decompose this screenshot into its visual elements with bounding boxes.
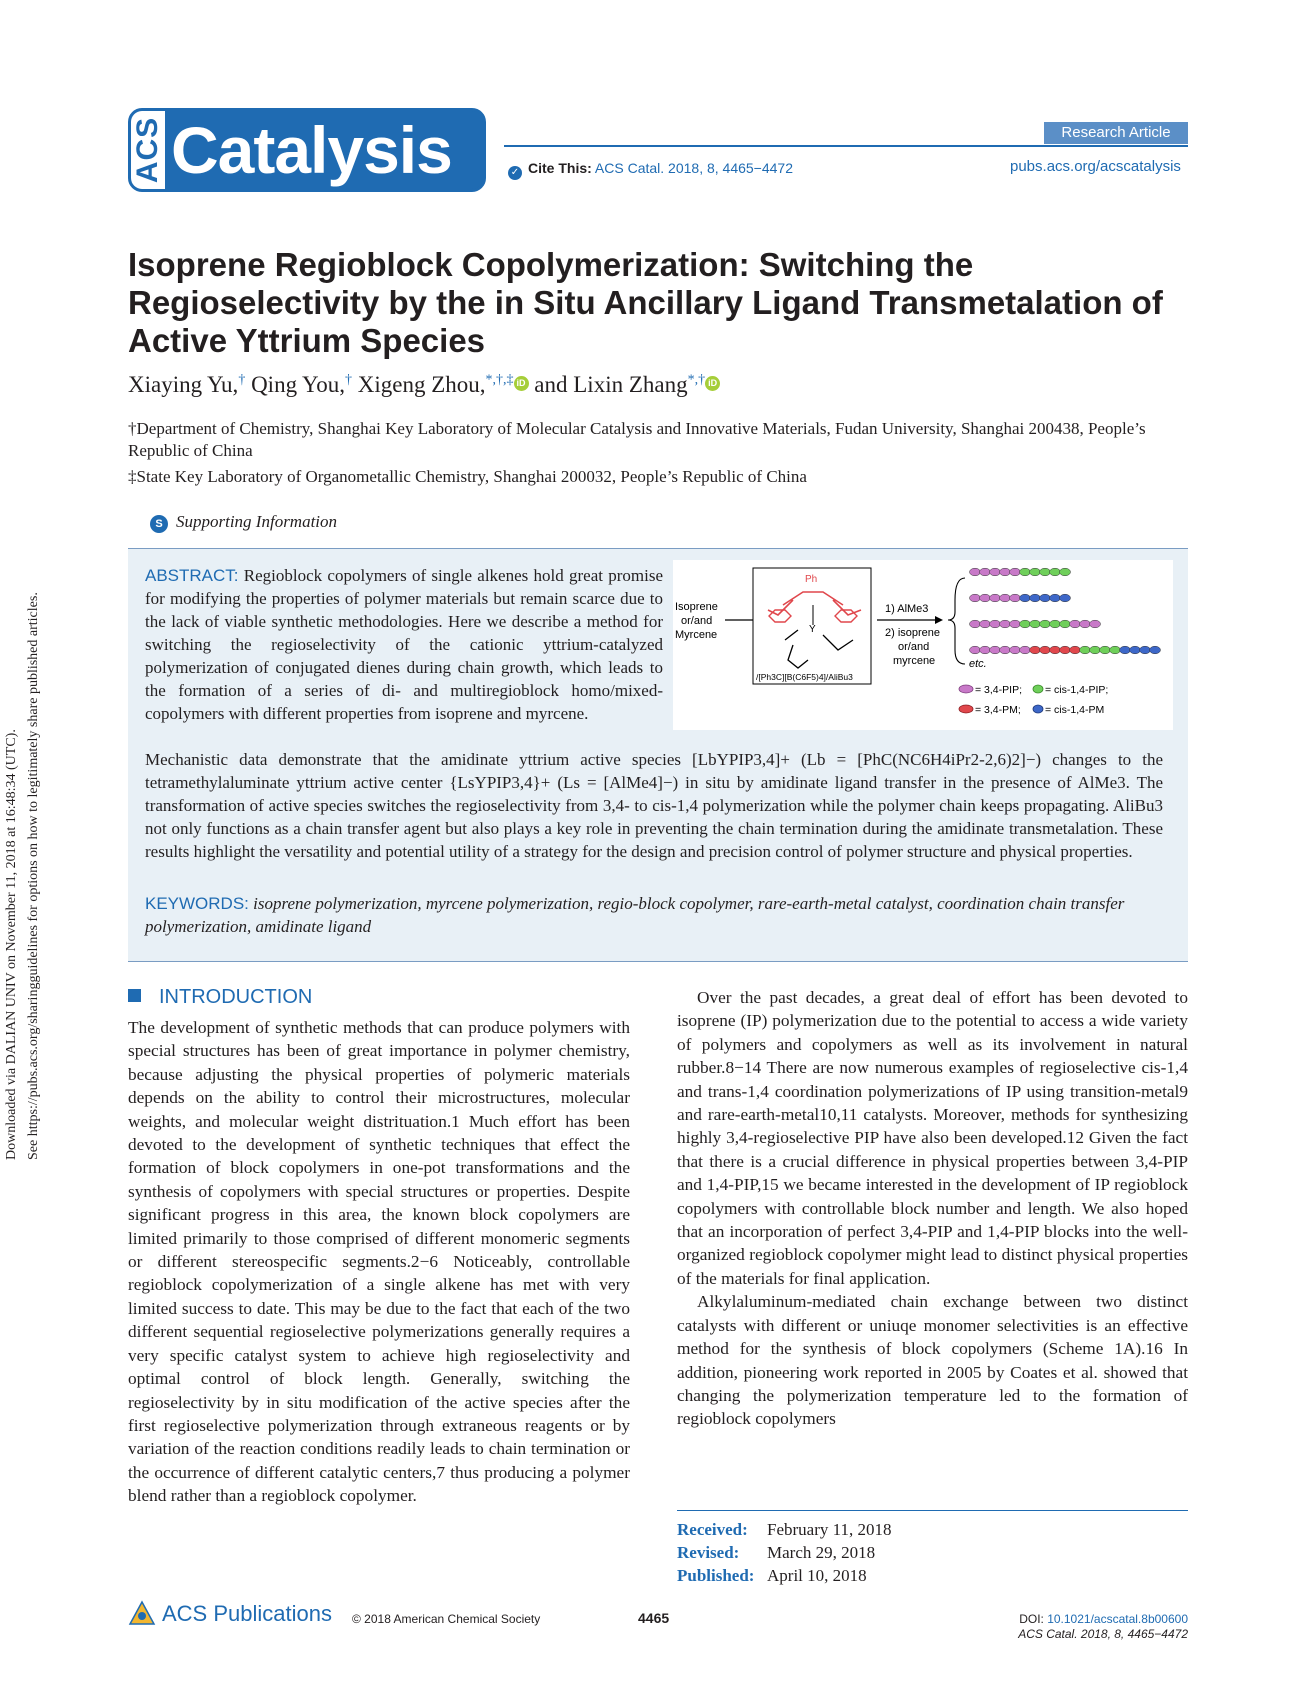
polymer-unit xyxy=(1040,646,1051,654)
polymer-unit xyxy=(1070,646,1081,654)
abstract-text-top: ABSTRACT: Regioblock copolymers of single alkenes hold great promise for modifying the properties of polymer materials but remain scarce due to the lack of viable synthetic methodologies. Here we describe a method for switching the regioselectivity of the cationic yttrium-catalyzed polymerization of conjugated dienes during chain growth, which leads to the formation of a series of di- and multiregioblock homo/mixed-copolymers with different properties from isoprene and myrcene. xyxy=(145,566,664,723)
polymer-unit xyxy=(970,646,981,654)
polymer-unit xyxy=(970,594,981,602)
polymer-unit xyxy=(1060,568,1071,576)
polymer-unit xyxy=(1000,594,1011,602)
logo-catalysis: Catalysis xyxy=(171,113,452,187)
download-notice: Downloaded via DALIAN UNIV on November 11, 2018 at 16:48:34 (UTC). xyxy=(4,729,19,1160)
polymer-unit xyxy=(1080,646,1091,654)
polymer-unit xyxy=(1000,646,1011,654)
polymer-unit xyxy=(980,568,991,576)
polymer-unit xyxy=(1100,646,1111,654)
publication-dates: Received: February 11, 2018 Revised: March 29, 2018 Published: April 10, 2018 xyxy=(677,1520,892,1585)
svg-text:Y: Y xyxy=(809,624,816,635)
svg-text:= cis-1,4-PM: = cis-1,4-PM xyxy=(1045,704,1105,716)
legend-swatch-3-4-pm xyxy=(959,705,973,713)
polymer-unit xyxy=(1150,646,1161,654)
polymer-unit xyxy=(1130,646,1141,654)
polymer-unit xyxy=(1090,646,1101,654)
polymer-unit xyxy=(1070,620,1081,628)
keywords: KEYWORDS: isoprene polymerization, myrcene polymerization, regio-block copolymer, rare-earth-metal catalyst, coordination chain transfer polymerization, amidinate ligand xyxy=(145,894,1125,936)
page-number: 4465 xyxy=(638,1610,670,1626)
polymer-unit xyxy=(1020,568,1031,576)
svg-text:/[Ph3C][B(C6F5)4]/AliBu3: /[Ph3C][B(C6F5)4]/AliBu3 xyxy=(756,672,853,682)
dates-rule xyxy=(677,1510,1188,1511)
affiliation: †Department of Chemistry, Shanghai Key Laboratory of Molecular Catalysis and Innovative Materials, Fudan University, Shanghai 200438, People’s Republic of China xyxy=(128,419,1146,460)
section-square-icon xyxy=(128,989,141,1002)
polymer-unit xyxy=(990,594,1001,602)
polymer-unit xyxy=(1010,568,1021,576)
polymer-unit xyxy=(1000,620,1011,628)
polymer-unit xyxy=(1020,646,1031,654)
polymer-unit xyxy=(1120,646,1131,654)
logo-acs: ACS xyxy=(131,111,165,189)
polymer-unit xyxy=(1040,568,1051,576)
polymer-unit xyxy=(1040,594,1051,602)
svg-text:= 3,4-PM;: = 3,4-PM; xyxy=(975,704,1021,716)
toc-svg xyxy=(673,560,1173,730)
toc-graphic xyxy=(673,560,1173,730)
author-name[interactable]: Xigeng Zhou, xyxy=(357,372,486,397)
abstract-text-bottom: Mechanistic data demonstrate that the amidinate yttrium active species [LbYPIP3,4]+ (Lb = [PhC(NC6H4iPr2-2,6)2]−) changes to the tetramethylaluminate yttrium active center {LsYPIP3,4}+ (Ls = [AlMe4]−) in situ by amidinate ligand transfer in the presence of AlMe3. The transformation of active species switches the regioselectivity from 3,4- to cis-1,4 polymerization while the polymer chain keeps propagating. AliBu3 not only functions as a chain transfer agent but also plays a key role in preventing the chain termination during the amidinate transmetalation. These results highlight the versatility and potential utility of a strategy for the design and precision control of polymer structure and physical properties. xyxy=(145,750,1163,861)
article-title: Isoprene Regioblock Copolymerization: Switching the Regioselectivity by the in Situ Ancillary Ligand Transmetalation of Active Yttrium Species xyxy=(128,246,1163,359)
polymer-unit xyxy=(1030,568,1041,576)
polymer-unit xyxy=(1020,620,1031,628)
copyright: © 2018 American Chemical Society xyxy=(352,1612,541,1626)
polymer-unit xyxy=(1000,568,1011,576)
polymer-chains xyxy=(970,568,1161,654)
polymer-unit xyxy=(1060,620,1071,628)
author-name[interactable]: Xiaying Yu, xyxy=(128,372,239,397)
polymer-unit xyxy=(990,646,1001,654)
svg-text:= 3,4-PIP;: = 3,4-PIP; xyxy=(975,684,1022,696)
doi-block: DOI: 10.1021/acscatal.8b00600 ACS Catal. 2018, 8, 4465−4472 xyxy=(1018,1612,1188,1641)
polymer-unit xyxy=(1040,620,1051,628)
legend-swatch-cis-pm xyxy=(1033,705,1043,713)
polymer-unit xyxy=(1110,646,1121,654)
legend-swatch-cis-pip xyxy=(1033,685,1043,693)
polymer-unit xyxy=(980,646,991,654)
polymer-unit xyxy=(990,620,1001,628)
svg-text:2) isoprene: 2) isoprene xyxy=(885,627,941,639)
polymer-unit xyxy=(1030,620,1041,628)
header-rule xyxy=(504,145,1188,147)
check-icon: ✓ xyxy=(508,166,522,180)
orcid-icon[interactable]: iD xyxy=(705,376,720,391)
orcid-icon[interactable]: iD xyxy=(514,376,529,391)
journal-url[interactable]: pubs.acs.org/acscatalysis xyxy=(1010,158,1181,175)
polymer-unit xyxy=(1010,620,1021,628)
svg-text:etc.: etc. xyxy=(969,658,987,670)
polymer-unit xyxy=(1020,594,1031,602)
affiliation: ‡State Key Laboratory of Organometallic Chemistry, Shanghai 200032, People’s Republic of China xyxy=(128,467,807,486)
polymer-unit xyxy=(980,594,991,602)
polymer-unit xyxy=(1030,594,1041,602)
polymer-unit xyxy=(1030,646,1041,654)
paragraph: The development of synthetic methods that can produce polymers with special structures has been of great importance in polymer chemistry, because adjusting the physical properties of polymeric materials depends on the ability to control their microstructures, molecular weights, and molecular weight distrituation.1 Much effort has been devoted to the development of synthetic techniques that effect the formation of block copolymers in one-pot transformations and the synthesis of copolymers with special structures or properties. Despite significant progress in this area, the known block copolymers are limited primarily to those comprised of different monomeric segments or different stereospecific segments.2−6 Noticeably, controllable regioblock copolymerization of a single alkene has met with very limited success to date. This may be due to the fact that each of the two different sequential regioselective polymerizations generally requires a very specific catalyst system to achieve high regioselectivity and optimal control of block length. Generally, switching the regioselectivity by in situ modification of the active species after the first regioselective polymerization through extraneous reagents or by variation of the reaction conditions readily leads to chain termination or the occurrence of different catalytic centers,7 thus producing a polymer blend rather than a regioblock copolymer. xyxy=(128,1018,630,1506)
svg-text:or/and: or/and xyxy=(898,641,930,653)
author-list: Xiaying Yu,† Qing You,† Xigeng Zhou,*,†,‡ iD and Lixin Zhang*,† iD xyxy=(128,372,720,398)
polymer-unit xyxy=(1050,568,1061,576)
svg-text:myrcene: myrcene xyxy=(893,655,936,667)
doi-link[interactable]: 10.1021/acscatal.8b00600 xyxy=(1047,1612,1188,1626)
svg-text:1) AlMe3: 1) AlMe3 xyxy=(885,603,929,615)
acs-publications-logo[interactable]: ACS Publications xyxy=(128,1600,332,1627)
polymer-unit xyxy=(980,620,991,628)
svg-text:Ph: Ph xyxy=(805,574,818,585)
svg-text:or/and: or/and xyxy=(681,615,713,627)
author-name[interactable]: Qing You, xyxy=(251,372,346,397)
author-name[interactable]: and Lixin Zhang xyxy=(534,372,688,397)
paragraph: Over the past decades, a great deal of effort has been devoted to isoprene (IP) polymerization due to the potential to access a wide variety of polymers and copolymers as well as its involvement in natural rubber.8−14 There are now numerous examples of regioselective cis-1,4 and trans-1,4 coordination polymerizations of IP using transition-metal9 and rare-earth-metal10,11 catalysts. Moreover, methods for synthesizing highly 3,4-regioselective PIP have also been developed.12 Given the fact that there is a crucial difference in physical properties between 3,4-PIP and 1,4-PIP,15 we became interested in the development of IP regioblock copolymers with controllable block number and length. We also hoped that an incorporation of perfect 3,4-PIP and 1,4-PIP blocks into the well-organized regioblock copolymer might lead to distinct physical properties of the materials for final application. xyxy=(677,988,1188,1288)
body-column-right xyxy=(677,986,1188,1431)
polymer-unit xyxy=(1060,646,1071,654)
paragraph: Alkylaluminum-mediated chain exchange between two distinct catalysts with different or uniuqe monomer selectivities is an effective method for the synthesis of block copolymers (Scheme 1A).16 In addition, pioneering work reported in 2005 by Coates et al. showed that changing the polymerization temperature led to the formation of regioblock copolymers xyxy=(677,1292,1188,1429)
svg-text:Myrcene: Myrcene xyxy=(675,629,718,641)
legend-swatch-3-4-pip xyxy=(959,685,973,693)
polymer-unit xyxy=(970,620,981,628)
journal-logo xyxy=(128,108,486,192)
supporting-info-icon: S xyxy=(150,515,168,533)
polymer-unit xyxy=(1050,620,1061,628)
article-type-badge: Research Article xyxy=(1044,122,1188,144)
acs-emblem-icon xyxy=(128,1600,156,1626)
polymer-unit xyxy=(1140,646,1151,654)
polymer-unit xyxy=(970,568,981,576)
abstract-label: ABSTRACT: xyxy=(145,566,239,585)
polymer-unit xyxy=(1080,620,1091,628)
svg-text:= cis-1,4-PIP;: = cis-1,4-PIP; xyxy=(1045,684,1109,696)
cite-link[interactable]: ACS Catal. 2018, 8, 4465−4472 xyxy=(594,160,793,176)
sharing-guidelines-link[interactable]: See https://pubs.acs.org/sharingguidelines for options on how to legitimately share published articles. xyxy=(26,592,41,1160)
section-heading-introduction: INTRODUCTION xyxy=(128,986,312,1009)
cite-line: ✓ Cite This: ACS Catal. 2018, 8, 4465−4472 xyxy=(508,160,793,180)
svg-text:Isoprene: Isoprene xyxy=(675,601,718,613)
body-column-left xyxy=(128,1016,630,1508)
keywords-label: KEYWORDS: xyxy=(145,894,249,913)
polymer-unit xyxy=(1050,646,1061,654)
polymer-unit xyxy=(1090,620,1101,628)
polymer-unit xyxy=(1010,646,1021,654)
polymer-unit xyxy=(1060,594,1071,602)
polymer-unit xyxy=(1050,594,1061,602)
polymer-unit xyxy=(1010,594,1021,602)
supporting-info-link[interactable]: S Supporting Information xyxy=(150,512,337,533)
polymer-unit xyxy=(990,568,1001,576)
